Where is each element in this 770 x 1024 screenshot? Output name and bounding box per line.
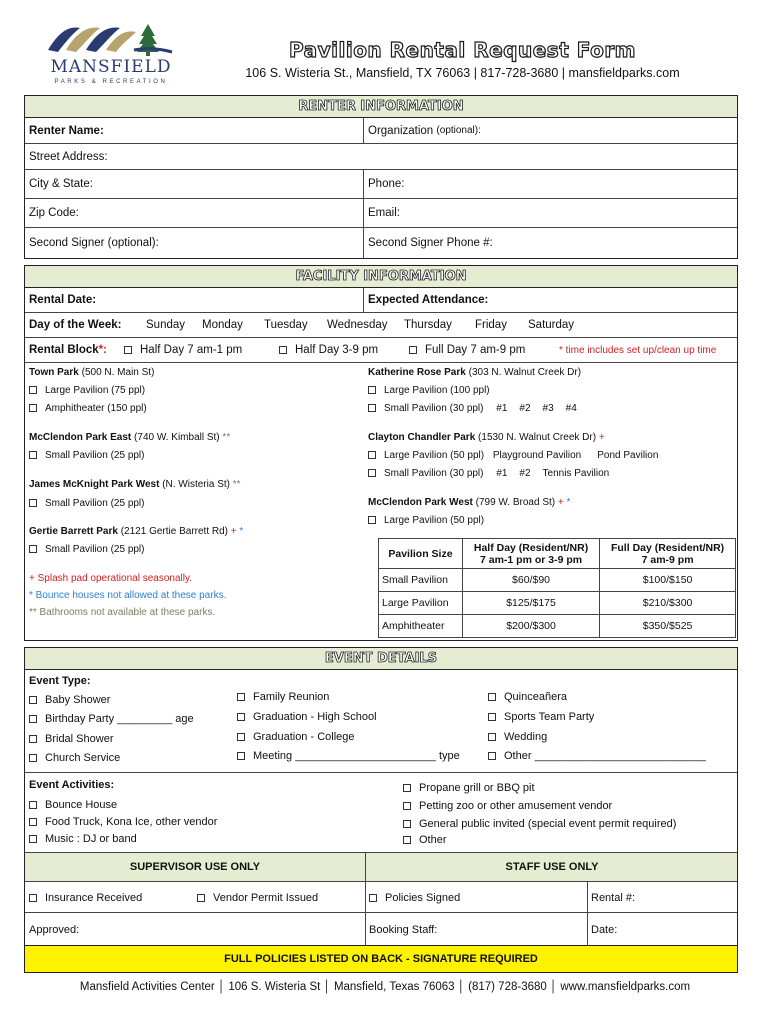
renter-heading: RENTER INFORMATION: [25, 96, 737, 118]
option-jmp-small[interactable]: Small Pavilion (25 ppl): [29, 498, 145, 509]
checkbox-icon[interactable]: [409, 346, 417, 354]
block-half-morning[interactable]: Half Day 7 am-1 pm: [120, 338, 242, 362]
event-type-label: Event Type:: [29, 675, 91, 687]
day-tuesday[interactable]: Tuesday: [264, 319, 308, 331]
event-family-reunion[interactable]: Family Reunion: [237, 691, 329, 703]
day-saturday[interactable]: Saturday: [528, 319, 575, 331]
option-mce-small[interactable]: Small Pavilion (25 ppl): [29, 450, 145, 461]
event-grad-college[interactable]: Graduation - College: [237, 731, 355, 743]
facility-heading: FACILITY INFORMATION: [25, 266, 737, 288]
staff-heading: STAFF USE ONLY: [505, 861, 599, 873]
vendor-permit-issued[interactable]: Vendor Permit Issued: [197, 892, 318, 904]
supervisor-heading: SUPERVISOR USE ONLY: [129, 861, 261, 873]
price-head-full: Full Day (Resident/NR) 7 am-9 pm: [600, 539, 736, 569]
event-birthday[interactable]: Birthday Party _________ age: [29, 713, 194, 725]
phone-field[interactable]: Phone:: [368, 178, 405, 190]
page-title: Pavilion Rental Request Form: [288, 38, 637, 62]
renter-name-field[interactable]: Renter Name:: [29, 124, 104, 137]
email-field[interactable]: Email:: [368, 207, 400, 219]
price-table: [378, 538, 736, 638]
option-krp-large[interactable]: Large Pavilion (100 ppl): [368, 385, 490, 396]
block-note: * time includes set up/clean up time: [559, 344, 717, 356]
rental-block-row: [25, 338, 737, 363]
signer-row: [25, 228, 737, 258]
activity-other[interactable]: Other: [403, 834, 737, 858]
price-head-half: Half Day (Resident/NR) 7 am-1 pm or 3-9 pm: [462, 539, 599, 569]
activity-food-truck[interactable]: Food Truck, Kona Ice, other vendor: [29, 816, 217, 828]
event-baby-shower[interactable]: Baby Shower: [29, 694, 110, 706]
activity-bounce-house[interactable]: Bounce House: [29, 799, 117, 811]
event-meeting[interactable]: Meeting _______________________ type: [237, 750, 460, 762]
zip-row: [25, 199, 737, 228]
event-quinceanera[interactable]: Quinceañera: [488, 691, 567, 703]
event-sports-team[interactable]: Sports Team Party: [488, 711, 594, 723]
option-gbp-small[interactable]: Small Pavilion (25 ppl): [29, 544, 145, 555]
table-row: Amphitheater $200/$300 $350/$525: [379, 615, 736, 638]
block-half-evening[interactable]: Half Day 3-9 pm: [275, 338, 378, 362]
organization-optional: (optional):: [436, 125, 481, 136]
note-bounce-houses: * Bounce houses not allowed at these parks.: [29, 590, 227, 601]
office-date-field[interactable]: Date:: [591, 924, 618, 936]
activity-music[interactable]: Music : DJ or band: [29, 833, 137, 845]
logo-wordmark: MANSFIELD: [50, 57, 172, 77]
day-wednesday[interactable]: Wednesday: [327, 319, 388, 331]
second-signer-phone-field[interactable]: Second Signer Phone #:: [368, 237, 493, 249]
note-bathrooms: ** Bathrooms not available at these parks.: [29, 607, 216, 618]
option-ccp-large[interactable]: Large Pavilion (50 ppl) Playground Pavilion Pond Pavilion: [368, 450, 658, 461]
rental-date-field[interactable]: Rental Date:: [29, 294, 97, 306]
city-row: [25, 170, 737, 199]
expected-attendance-field[interactable]: Expected Attendance:: [368, 294, 489, 306]
option-town-amphitheater[interactable]: Amphitheater (150 ppl): [29, 403, 147, 414]
street-row: [25, 144, 737, 170]
event-bridal-shower[interactable]: Bridal Shower: [29, 733, 113, 745]
option-town-large[interactable]: Large Pavilion (75 ppl): [29, 385, 145, 396]
block-full-day[interactable]: Full Day 7 am-9 pm: [405, 338, 525, 362]
day-of-week-label: Day of the Week:: [29, 319, 122, 331]
park-mcclendon-west: McClendon Park West (799 W. Broad St) + *: [368, 497, 571, 508]
organization-label: Organization: [368, 124, 434, 137]
policies-banner: [24, 945, 738, 973]
activity-public[interactable]: General public invited (special event permit required): [403, 818, 676, 830]
street-address-field[interactable]: Street Address:: [29, 150, 108, 163]
renter-name-row: [25, 118, 737, 144]
mansfield-logo: [40, 22, 180, 92]
insurance-received[interactable]: Insurance Received: [29, 892, 142, 904]
event-church-service[interactable]: Church Service: [29, 752, 120, 764]
event-wedding[interactable]: Wedding: [488, 731, 547, 743]
page-subtitle: 106 S. Wisteria St., Mansfield, TX 76063 | 817-728-3680 | mansfieldparks.com: [245, 66, 680, 80]
approved-field[interactable]: Approved:: [29, 924, 80, 936]
event-grad-high-school[interactable]: Graduation - High School: [237, 711, 377, 723]
park-mcclendon-east: McClendon Park East (740 W. Kimball St) **: [29, 432, 231, 443]
event-activities-label: Event Activities:: [29, 779, 115, 791]
table-row: Small Pavilion $60/$90 $100/$150: [379, 569, 736, 592]
price-header-row: [379, 539, 736, 569]
second-signer-field[interactable]: Second Signer (optional):: [29, 237, 159, 249]
policies-signed[interactable]: Policies Signed: [369, 892, 460, 904]
city-state-field[interactable]: City & State:: [29, 178, 93, 190]
note-splash-pad: + Splash pad operational seasonally.: [29, 573, 192, 584]
park-town: Town Park (500 N. Main St): [29, 367, 155, 378]
day-sunday[interactable]: Sunday: [146, 319, 186, 331]
event-heading: EVENT DETAILS: [25, 648, 737, 670]
day-of-week-row: [25, 313, 737, 338]
rental-number-field[interactable]: Rental #:: [591, 892, 636, 904]
booking-staff-field[interactable]: Booking Staff:: [369, 924, 438, 936]
park-katherine-rose: Katherine Rose Park (303 N. Walnut Creek Dr): [368, 367, 582, 378]
park-james-mcknight: James McKnight Park West (N. Wisteria St) **: [29, 479, 241, 490]
policies-banner-text: FULL POLICIES LISTED ON BACK - SIGNATURE REQUIRED: [224, 953, 538, 965]
option-ccp-small[interactable]: Small Pavilion (30 ppl) #1 #2 Tennis Pavilion: [368, 468, 609, 479]
option-krp-small[interactable]: Small Pavilion (30 ppl) #1 #2 #3 #4: [368, 403, 577, 414]
event-other[interactable]: Other ____________________________: [488, 750, 706, 762]
checkbox-icon[interactable]: [279, 346, 287, 354]
price-head-size: Pavilion Size: [379, 539, 463, 569]
day-thursday[interactable]: Thursday: [404, 319, 452, 331]
day-monday[interactable]: Monday: [202, 319, 243, 331]
organization-field[interactable]: [364, 118, 734, 143]
rental-date-row: [25, 288, 737, 313]
renter-section: [24, 95, 738, 259]
checkbox-icon[interactable]: [124, 346, 132, 354]
rental-block-label: Rental Block *:: [29, 344, 107, 356]
park-gertie-barrett: Gertie Barrett Park (2121 Gertie Barrett Rd) + *: [29, 526, 244, 537]
event-section: [24, 647, 738, 973]
activity-petting-zoo[interactable]: Petting zoo or other amusement vendor: [403, 800, 612, 812]
footer: Mansfield Activities Center │ 106 S. Wisteria St │ Mansfield, Texas 76063 │ (817) 728-3680 │ www.mansfieldparks.com: [79, 981, 691, 993]
zip-code-field[interactable]: Zip Code:: [29, 207, 79, 219]
option-mpw-large[interactable]: Large Pavilion (50 ppl): [368, 515, 484, 526]
day-friday[interactable]: Friday: [475, 319, 507, 331]
activity-propane[interactable]: Propane grill or BBQ pit: [403, 782, 535, 794]
table-row: Large Pavilion $125/$175 $210/$300: [379, 592, 736, 615]
park-clayton-chandler: Clayton Chandler Park (1530 N. Walnut Creek Dr) +: [368, 432, 605, 443]
logo-tagline: PARKS & RECREATION: [54, 79, 168, 85]
